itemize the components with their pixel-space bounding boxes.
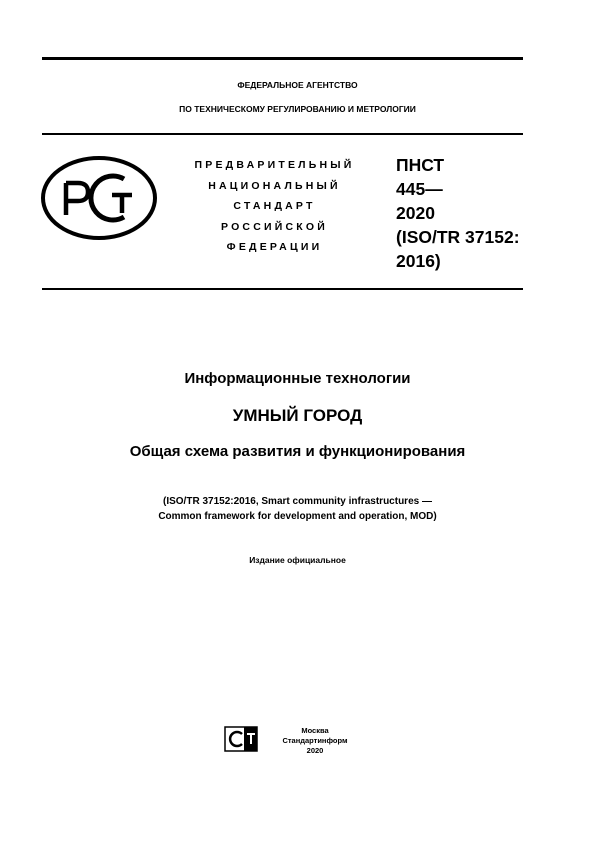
original-reference-line: (ISO/TR 37152:2016, Smart community infrastructures — <box>163 496 432 507</box>
standard-number-line: 445— <box>396 179 443 199</box>
standard-type <box>172 155 377 258</box>
original-reference-line: Common framework for development and operation, MOD) <box>158 511 437 522</box>
publisher-year: 2020 <box>306 746 324 755</box>
standard-type-line: ПРЕДВАРИТЕЛЬНЫЙ <box>194 159 355 171</box>
standard-number-line: 2016) <box>396 251 441 271</box>
standard-type-line: ФЕДЕРАЦИИ <box>226 241 323 253</box>
standard-number-line: (ISO/TR 37152: <box>396 227 520 247</box>
top-rule <box>42 57 523 60</box>
agency-name-line2: ПО ТЕХНИЧЕСКОМУ РЕГУЛИРОВАНИЮ И МЕТРОЛОГИИ <box>179 104 416 114</box>
publisher-city: Москва <box>301 726 329 735</box>
standard-number-line: ПНСТ <box>396 155 445 175</box>
bottom-rule <box>42 288 523 290</box>
standard-number <box>396 153 526 273</box>
publisher-name: Стандартинформ <box>282 736 348 745</box>
standard-type-line: НАЦИОНАЛЬНЫЙ <box>208 179 341 192</box>
gost-r-emblem-icon <box>40 155 158 241</box>
middle-rule <box>42 133 523 135</box>
document-title-line1: Информационные технологии <box>184 370 411 387</box>
edition-label: Издание официальное <box>249 555 346 565</box>
standartinform-logo-icon <box>224 726 258 752</box>
original-standard-reference <box>0 494 595 524</box>
publisher-info <box>275 726 355 756</box>
standard-number-line: 2020 <box>396 203 435 223</box>
document-title-line3: Общая схема развития и функционирования <box>129 443 466 460</box>
standard-type-line: СТАНДАРТ <box>233 200 316 212</box>
agency-name-line1: ФЕДЕРАЛЬНОЕ АГЕНТСТВО <box>237 80 358 90</box>
document-title-line2: УМНЫЙ ГОРОД <box>232 406 363 425</box>
standard-type-line: РОССИЙСКОЙ <box>221 220 328 233</box>
